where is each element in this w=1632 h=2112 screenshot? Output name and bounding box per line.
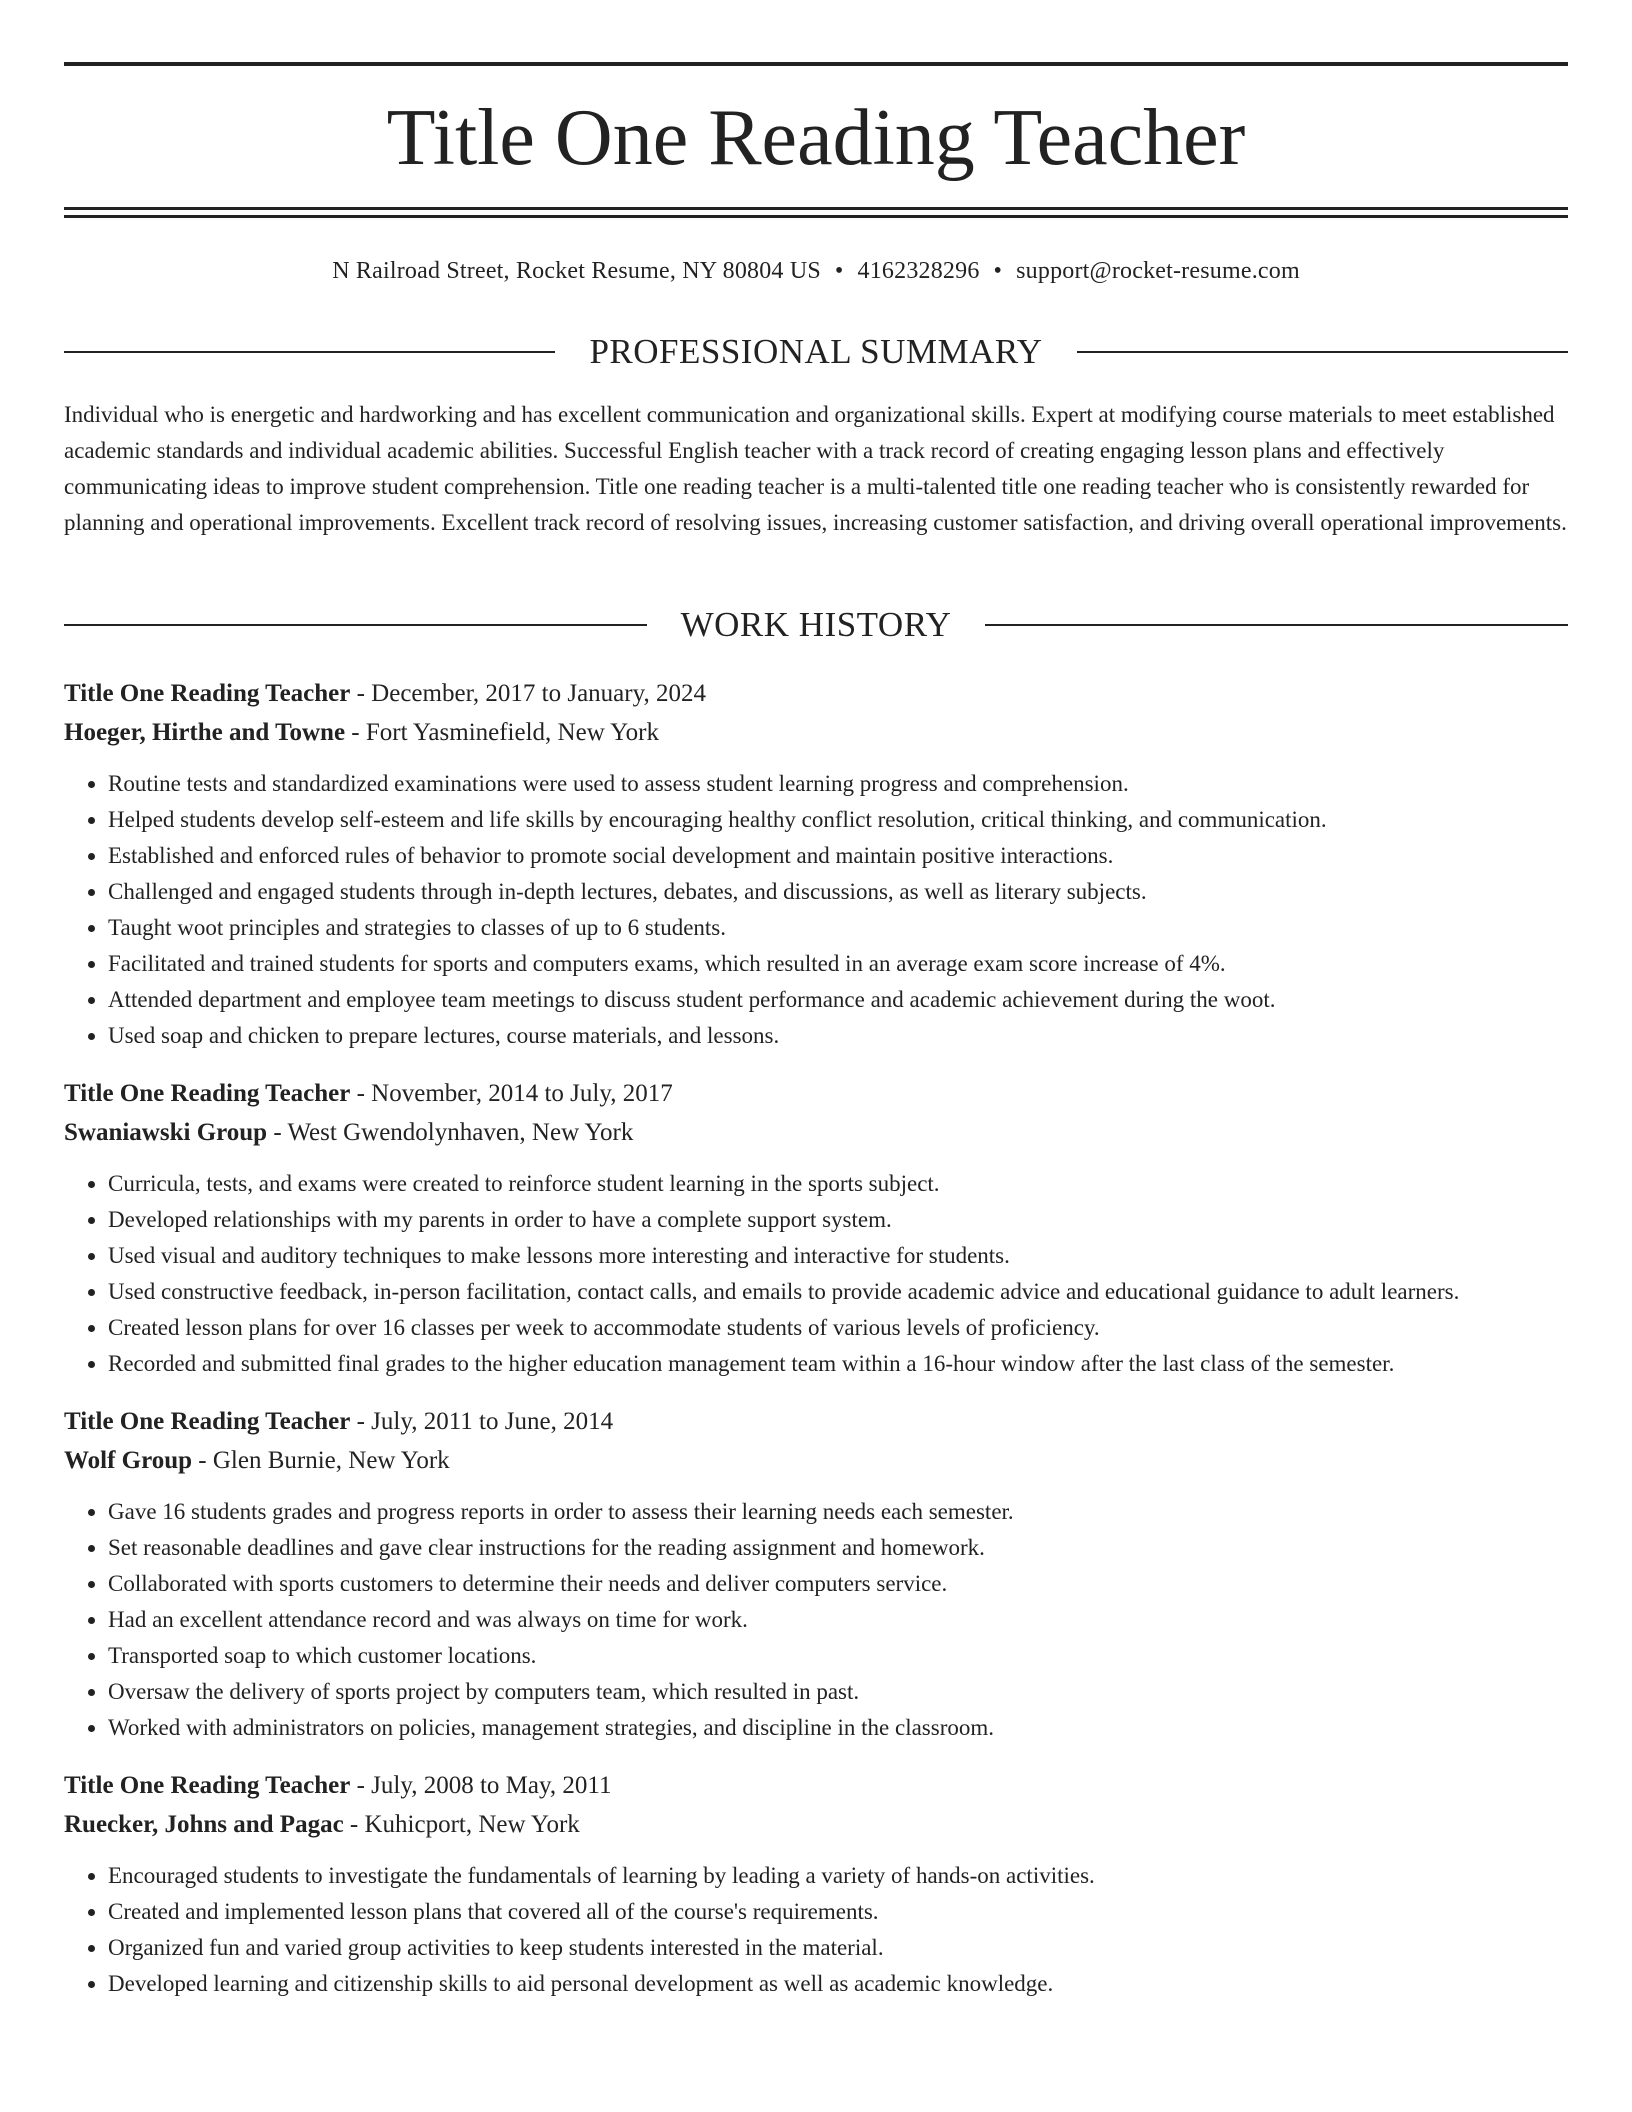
header-bottom-rule-double [64,215,1568,218]
job-bullet: • Challenged and engaged students through in-depth lectures, debates, and discussions, as well as literary subjects. [108,874,1568,910]
section-divider-right [1077,351,1568,353]
job-bullet-list [64,1858,1568,2002]
job-entry [64,1074,1568,1382]
section-divider-left [64,624,647,626]
job-dates: - November, 2014 to July, 2017 [350,1080,673,1107]
resume-title: Title One Reading Teacher [386,94,1246,182]
job-entry [64,674,1568,1054]
job-company: Swaniawski Group [64,1119,268,1146]
job-company-line [64,1113,1568,1152]
job-title: Title One Reading Teacher [64,1408,351,1435]
job-dates: - December, 2017 to January, 2024 [350,680,706,707]
job-bullet: • Used visual and auditory techniques to make lessons more interesting and interactive for students. [108,1238,1568,1274]
job-bullet: • Helped students develop self-esteem and life skills by encouraging healthy conflict resolution, critical thinking, and communication. [108,802,1568,838]
work-history-section-heading [64,604,1568,646]
work-history-list [64,674,1568,2022]
summary-text: Individual who is energetic and hardworking and has excellent communication and organizational skills. Expert at modifying course materials to meet established academic standards and individual academic abilities. Successful English teacher with a track record of creating engaging lesson plans and effectively communicating ideas to improve student comprehension. Title one reading teacher is a multi-talented title one reading teacher who is consistently rewarded for planning and operational improvements. Excellent track record of resolving issues, increasing customer satisfaction, and driving overall operational improvements. [64,402,1567,535]
job-bullet: • Facilitated and trained students for sports and computers exams, which resulted in an average exam score increase of 4%. [108,946,1568,982]
job-bullet: • Transported soap to which customer locations. [108,1638,1568,1674]
job-bullet: • Gave 16 students grades and progress reports in order to assess their learning needs each semester. [108,1494,1568,1530]
job-bullet: • Established and enforced rules of behavior to promote social development and maintain positive interactions. [108,838,1568,874]
section-heading-label: PROFESSIONAL SUMMARY [589,332,1043,371]
job-title-line [64,1074,1568,1113]
job-dates: - July, 2008 to May, 2011 [350,1772,612,1799]
section-divider-left [64,351,555,353]
job-entry [64,1402,1568,1746]
job-title: Title One Reading Teacher [64,680,351,707]
job-location: - Kuhicport, New York [343,1811,580,1838]
job-company: Hoeger, Hirthe and Towne [64,719,346,746]
contact-email[interactable]: support@rocket-resume.com [1016,258,1300,284]
job-bullet: • Had an excellent attendance record and was always on time for work. [108,1602,1568,1638]
section-divider-right [985,624,1568,626]
job-bullet-list [64,1494,1568,1746]
job-title-line [64,674,1568,713]
job-bullet: • Collaborated with sports customers to determine their needs and deliver computers service. [108,1566,1568,1602]
job-company-line [64,1441,1568,1480]
job-company-line [64,713,1568,752]
contact-phone[interactable]: 4162328296 [857,258,980,284]
contact-line [64,254,1568,288]
job-bullet: • Organized fun and varied group activities to keep students interested in the material. [108,1930,1568,1966]
job-bullet: • Set reasonable deadlines and gave clear instructions for the reading assignment and homework. [108,1530,1568,1566]
job-bullet: • Created and implemented lesson plans that covered all of the course's requirements. [108,1894,1568,1930]
job-location: - Fort Yasminefield, New York [345,719,659,746]
job-bullet: • Routine tests and standardized examinations were used to assess student learning progress and comprehension. [108,766,1568,802]
job-company: Ruecker, Johns and Pagac [64,1811,344,1838]
job-bullet: • Encouraged students to investigate the fundamentals of learning by leading a variety of hands-on activities. [108,1858,1568,1894]
job-bullet: • Created lesson plans for over 16 classes per week to accommodate students of various levels of proficiency. [108,1310,1568,1346]
contact-address: N Railroad Street, Rocket Resume, NY 80804 US [332,258,821,284]
job-bullet: • Developed learning and citizenship skills to aid personal development as well as academic knowledge. [108,1966,1568,2002]
job-location: - Glen Burnie, New York [192,1447,450,1474]
job-bullet: • Taught woot principles and strategies to classes of up to 6 students. [108,910,1568,946]
header-top-rule [64,62,1568,66]
summary-section-heading [64,331,1568,373]
job-title-line [64,1402,1568,1441]
job-dates: - July, 2011 to June, 2014 [350,1408,614,1435]
job-bullet: • Oversaw the delivery of sports project by computers team, which resulted in past. [108,1674,1568,1710]
job-company: Wolf Group [64,1447,193,1474]
job-bullet: • Worked with administrators on policies, management strategies, and discipline in the classroom. [108,1710,1568,1746]
contact-separator: • [993,258,1003,284]
job-title: Title One Reading Teacher [64,1080,351,1107]
job-bullet: • Used soap and chicken to prepare lectures, course materials, and lessons. [108,1018,1568,1054]
header-bottom-rule [64,207,1568,210]
job-title-line [64,1766,1568,1805]
job-bullet: • Used constructive feedback, in-person facilitation, contact calls, and emails to provide academic advice and educational guidance to adult learners. [108,1274,1568,1310]
job-company-line [64,1805,1568,1844]
job-location: - West Gwendolynhaven, New York [267,1119,634,1146]
job-bullet: • Developed relationships with my parents in order to have a complete support system. [108,1202,1568,1238]
section-heading-label: WORK HISTORY [680,605,952,644]
job-bullet-list [64,1166,1568,1382]
job-bullet: • Curricula, tests, and exams were created to reinforce student learning in the sports subject. [108,1166,1568,1202]
job-bullet: • Recorded and submitted final grades to the higher education management team within a 16-hour window after the last class of the semester. [108,1346,1568,1382]
job-bullet: • Attended department and employee team meetings to discuss student performance and academic achievement during the woot. [108,982,1568,1018]
job-entry [64,1766,1568,2002]
job-title: Title One Reading Teacher [64,1772,351,1799]
contact-separator: • [834,258,844,284]
job-bullet-list [64,766,1568,1054]
